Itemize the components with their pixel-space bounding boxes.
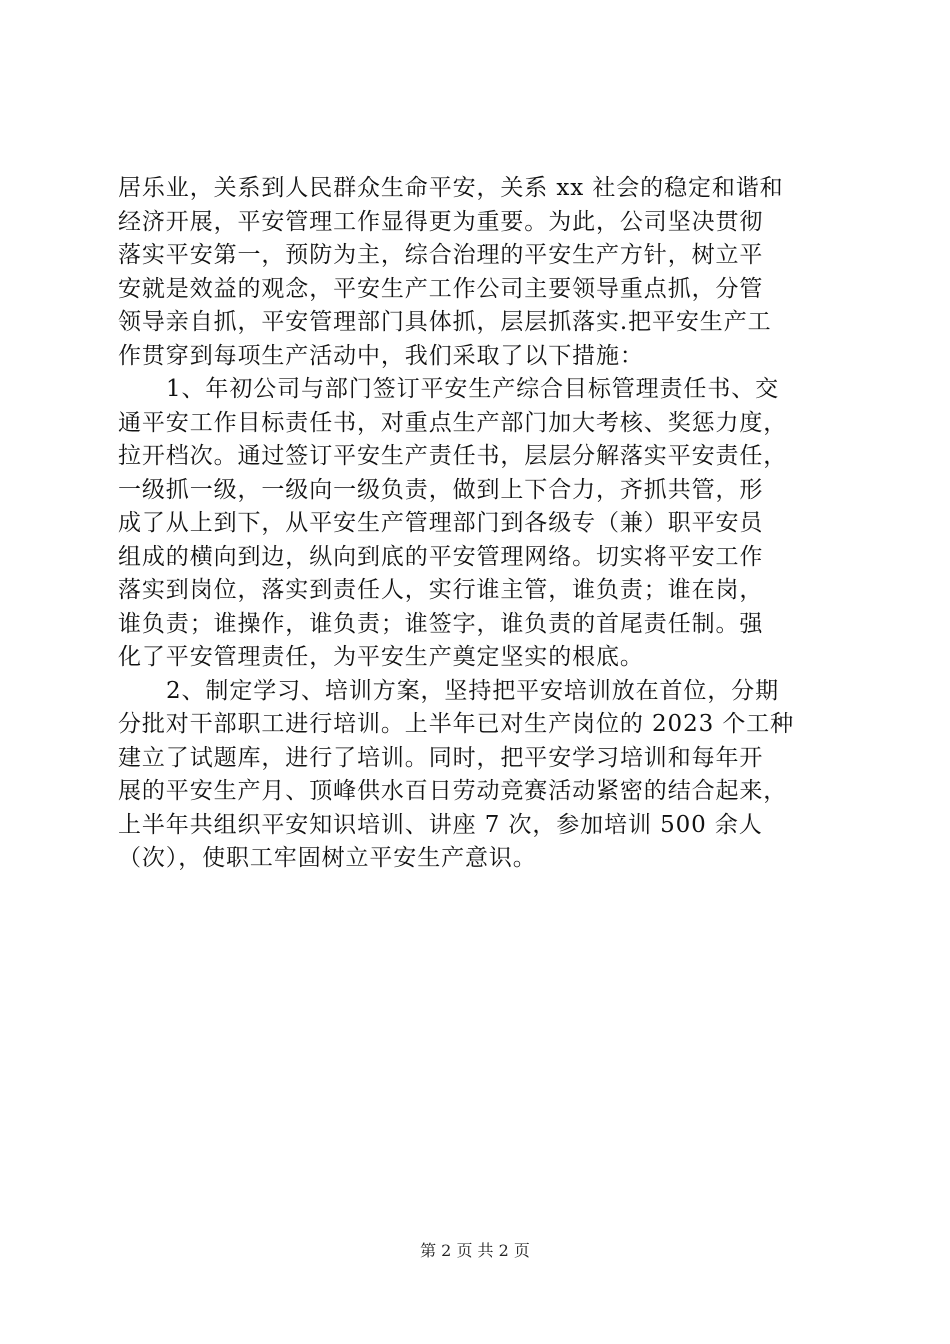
page-number-footer: 第 2 页 共 2 页 [420, 1241, 530, 1260]
text-line: 落实平安第一，预防为主，综合治理的平安生产方针，树立平 [118, 242, 764, 268]
text-line: 安就是效益的观念，平安生产工作公司主要领导重点抓，分管 [118, 275, 764, 302]
text-line: 领导亲自抓，平安管理部门具体抓，层层抓落实.把平安生产工 [118, 309, 772, 335]
document-body [118, 172, 836, 876]
text-line: 拉开档次。通过签订平安生产责任书，层层分解落实平安责任， [118, 443, 788, 469]
text-line: 落实到岗位，落实到责任人，实行谁主管，谁负责；谁在岗， [118, 577, 764, 603]
text-line: 居乐业，关系到人民群众生命平安，关系 xx 社会的稳定和谐和 [118, 175, 784, 201]
paragraph-start-line: 1、年初公司与部门签订平安生产综合目标管理责任书、交 [166, 376, 780, 402]
text-line: 一级抓一级，一级向一级负责，做到上下合力，齐抓共管，形 [118, 476, 764, 503]
text-line: 通平安工作目标责任书，对重点生产部门加大考核、奖惩力度， [118, 409, 788, 436]
text-line: 展的平安生产月、顶峰供水百日劳动竞赛活动紧密的结合起来， [118, 778, 788, 804]
text-line: 作贯穿到每项生产活动中，我们采取了以下措施： [118, 342, 644, 369]
text-line: 组成的横向到边，纵向到底的平安管理网络。切实将平安工作 [118, 543, 764, 570]
text-line: 建立了试题库，进行了培训。同时，把平安学习培训和每年开 [118, 744, 764, 771]
text-line: 谁负责；谁操作，谁负责；谁签字，谁负责的首尾责任制。强 [118, 610, 764, 637]
text-line: 经济开展，平安管理工作显得更为重要。为此，公司坚决贯彻 [118, 208, 764, 235]
text-line: 上半年共组织平安知识培训、讲座 7 次，参加培训 500 余人 [118, 811, 763, 838]
text-line: 化了平安管理责任，为平安生产奠定坚实的根底。 [118, 644, 644, 670]
text-line: 成了从上到下，从平安生产管理部门到各级专（兼）职平安员 [118, 510, 764, 536]
text-line: （次），使职工牢固树立平安生产意识。 [118, 845, 537, 871]
paragraph-start-line: 2、制定学习、培训方案，坚持把平安培训放在首位，分期 [166, 677, 780, 704]
text-line: 分批对干部职工进行培训。上半年已对生产岗位的 2023 个工种 [118, 711, 795, 737]
